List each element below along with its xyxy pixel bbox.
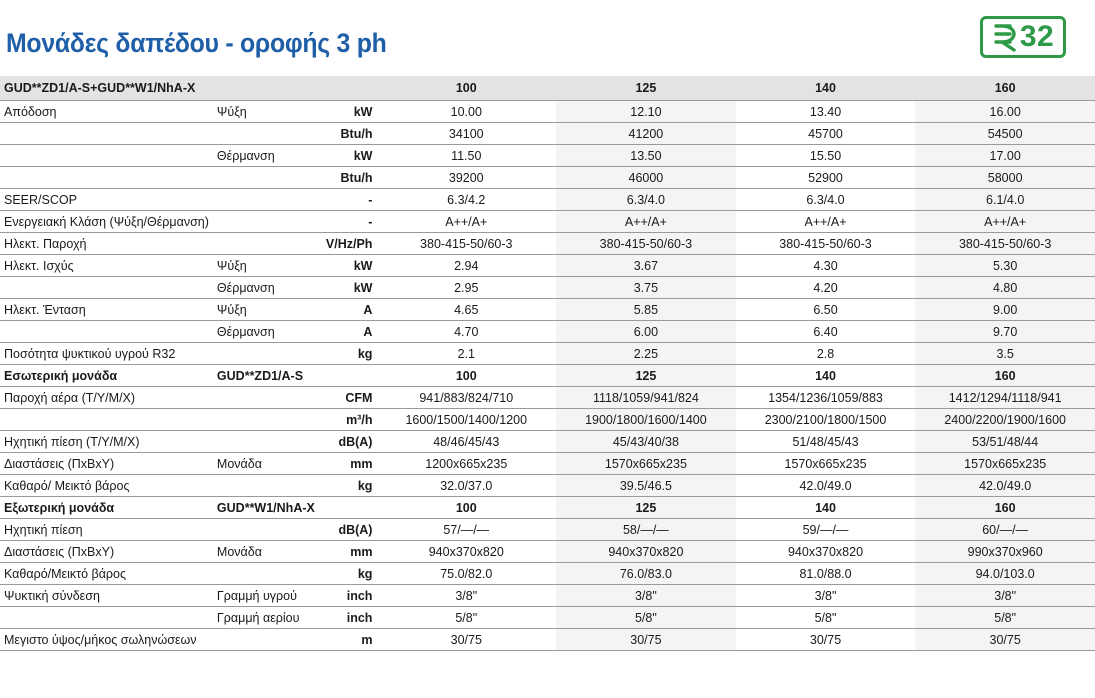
- row-unit: dB(A): [322, 519, 377, 541]
- cell-value: 48/46/45/43: [376, 431, 556, 453]
- table-row: [0, 607, 1095, 629]
- cell-value: 1600/1500/1400/1200: [376, 409, 556, 431]
- table-row: [0, 365, 1095, 387]
- row-sublabel: [213, 629, 322, 651]
- cell-value: 4.70: [376, 321, 556, 343]
- row-label: Μεγιστο ύψος/μήκος σωληνώσεων: [0, 629, 213, 651]
- row-label: [0, 167, 213, 189]
- cell-value: 1118/1059/941/824: [556, 387, 736, 409]
- cell-value: 6.40: [736, 321, 916, 343]
- cell-value: 4.80: [915, 277, 1095, 299]
- row-sublabel: [213, 563, 322, 585]
- cell-value: 941/883/824/710: [376, 387, 556, 409]
- cell-value: 12.10: [556, 101, 736, 123]
- table-row: [0, 541, 1095, 563]
- cell-value: 1570x665x235: [556, 453, 736, 475]
- cell-value: 58/—/—: [556, 519, 736, 541]
- cell-value: 76.0/83.0: [556, 563, 736, 585]
- cell-value: 16.00: [915, 101, 1095, 123]
- cell-value: 940x370x820: [736, 541, 916, 563]
- cell-value: A++/A+: [376, 211, 556, 233]
- row-sublabel: Ψύξη: [213, 101, 322, 123]
- cell-value: 57/—/—: [376, 519, 556, 541]
- cell-value: 75.0/82.0: [376, 563, 556, 585]
- row-label: Ηλεκτ. Ισχύς: [0, 255, 213, 277]
- row-unit: Btu/h: [322, 123, 377, 145]
- cell-value: 6.3/4.0: [736, 189, 916, 211]
- row-sublabel: Μονάδα: [213, 541, 322, 563]
- row-sublabel: [213, 387, 322, 409]
- cell-value: 9.70: [915, 321, 1095, 343]
- table-row: [0, 497, 1095, 519]
- cell-value: 160: [915, 497, 1095, 519]
- row-unit: m³/h: [322, 409, 377, 431]
- row-unit: kg: [322, 563, 377, 585]
- row-unit: A: [322, 299, 377, 321]
- table-row: [0, 475, 1095, 497]
- row-unit: [322, 497, 377, 519]
- row-label: Διαστάσεις (ΠxΒxΥ): [0, 453, 213, 475]
- cell-value: 380-415-50/60-3: [736, 233, 916, 255]
- row-sublabel: [213, 409, 322, 431]
- cell-value: 34100: [376, 123, 556, 145]
- cell-value: 380-415-50/60-3: [556, 233, 736, 255]
- page-title: Μονάδες δαπέδου - οροφής 3 ph: [6, 28, 387, 58]
- row-label: Ποσότητα ψυκτικού υγρού R32: [0, 343, 213, 365]
- row-unit: inch: [322, 607, 377, 629]
- cell-value: 940x370x820: [556, 541, 736, 563]
- cell-value: 990x370x960: [915, 541, 1095, 563]
- row-unit: kW: [322, 255, 377, 277]
- row-unit: kW: [322, 145, 377, 167]
- r32-badge: [980, 16, 1066, 58]
- capacity-header: 100: [376, 76, 556, 101]
- cell-value: 15.50: [736, 145, 916, 167]
- table-row: [0, 629, 1095, 651]
- cell-value: 2.95: [376, 277, 556, 299]
- table-row: [0, 233, 1095, 255]
- cell-value: 39.5/46.5: [556, 475, 736, 497]
- cell-value: 5/8": [556, 607, 736, 629]
- cell-value: 140: [736, 497, 916, 519]
- row-label: Ηχητική πίεση: [0, 519, 213, 541]
- cell-value: 39200: [376, 167, 556, 189]
- cell-value: 100: [376, 365, 556, 387]
- cell-value: 2300/2100/1800/1500: [736, 409, 916, 431]
- cell-value: 30/75: [376, 629, 556, 651]
- row-unit: mm: [322, 453, 377, 475]
- table-row: [0, 519, 1095, 541]
- table-row: [0, 145, 1095, 167]
- cell-value: 45/43/40/38: [556, 431, 736, 453]
- cell-value: 5/8": [736, 607, 916, 629]
- cell-value: 160: [915, 365, 1095, 387]
- cell-value: 380-415-50/60-3: [376, 233, 556, 255]
- cell-value: 940x370x820: [376, 541, 556, 563]
- cell-value: 125: [556, 497, 736, 519]
- cell-value: 3.5: [915, 343, 1095, 365]
- row-unit: inch: [322, 585, 377, 607]
- table-row: [0, 343, 1095, 365]
- r32-badge-text: 32: [1019, 20, 1055, 53]
- table-row: [0, 123, 1095, 145]
- row-sublabel: GUD**ZD1/A-S: [213, 365, 322, 387]
- cell-value: 52900: [736, 167, 916, 189]
- row-unit: kg: [322, 475, 377, 497]
- table-row: [0, 167, 1095, 189]
- row-sublabel: [213, 189, 322, 211]
- cell-value: 10.00: [376, 101, 556, 123]
- row-sublabel: Μονάδα: [213, 453, 322, 475]
- row-sublabel: Θέρμανση: [213, 321, 322, 343]
- cell-value: 30/75: [736, 629, 916, 651]
- table-row: [0, 277, 1095, 299]
- row-unit: [322, 365, 377, 387]
- cell-value: 6.00: [556, 321, 736, 343]
- cell-value: 60/—/—: [915, 519, 1095, 541]
- row-sublabel: Θέρμανση: [213, 145, 322, 167]
- cell-value: 4.20: [736, 277, 916, 299]
- row-label: Απόδοση: [0, 101, 213, 123]
- row-sublabel: Θέρμανση: [213, 277, 322, 299]
- row-sublabel: [213, 343, 322, 365]
- cell-value: 3/8": [556, 585, 736, 607]
- cell-value: 5.85: [556, 299, 736, 321]
- row-sublabel: [213, 233, 322, 255]
- r-refrigerant-icon: [992, 22, 1018, 52]
- cell-value: 2400/2200/1900/1600: [915, 409, 1095, 431]
- row-sublabel: [213, 431, 322, 453]
- row-unit: dB(A): [322, 431, 377, 453]
- cell-value: 5/8": [915, 607, 1095, 629]
- spec-table-body: [0, 76, 1095, 651]
- capacity-header: 125: [556, 76, 736, 101]
- cell-value: 1354/1236/1059/883: [736, 387, 916, 409]
- cell-value: A++/A+: [915, 211, 1095, 233]
- row-unit: Btu/h: [322, 167, 377, 189]
- cell-value: 51/48/45/43: [736, 431, 916, 453]
- table-header-row: [0, 76, 1095, 101]
- row-sublabel: Ψύξη: [213, 299, 322, 321]
- cell-value: 6.50: [736, 299, 916, 321]
- cell-value: A++/A+: [556, 211, 736, 233]
- cell-value: 94.0/103.0: [915, 563, 1095, 585]
- row-sublabel: Γραμμή υγρού: [213, 585, 322, 607]
- row-unit: CFM: [322, 387, 377, 409]
- cell-value: 45700: [736, 123, 916, 145]
- row-label: [0, 123, 213, 145]
- row-sublabel: [213, 211, 322, 233]
- row-label: [0, 321, 213, 343]
- cell-value: 5.30: [915, 255, 1095, 277]
- row-label: Ψυκτική σύνδεση: [0, 585, 213, 607]
- cell-value: 13.50: [556, 145, 736, 167]
- row-unit: kW: [322, 277, 377, 299]
- row-label: Εξωτερική μονάδα: [0, 497, 213, 519]
- cell-value: 1570x665x235: [915, 453, 1095, 475]
- row-sublabel: [213, 123, 322, 145]
- cell-value: 17.00: [915, 145, 1095, 167]
- cell-value: 42.0/49.0: [915, 475, 1095, 497]
- row-label: Διαστάσεις (ΠxΒxΥ): [0, 541, 213, 563]
- cell-value: 11.50: [376, 145, 556, 167]
- cell-value: 2.1: [376, 343, 556, 365]
- row-sublabel: [213, 167, 322, 189]
- table-row: [0, 321, 1095, 343]
- row-label: [0, 607, 213, 629]
- cell-value: 380-415-50/60-3: [915, 233, 1095, 255]
- row-unit: A: [322, 321, 377, 343]
- cell-value: 2.94: [376, 255, 556, 277]
- cell-value: 6.3/4.0: [556, 189, 736, 211]
- cell-value: 140: [736, 365, 916, 387]
- row-label: Ηλεκτ. Παροχή: [0, 233, 213, 255]
- cell-value: 1570x665x235: [736, 453, 916, 475]
- cell-value: 46000: [556, 167, 736, 189]
- cell-value: 3/8": [376, 585, 556, 607]
- row-unit: kg: [322, 343, 377, 365]
- row-sublabel: [213, 519, 322, 541]
- cell-value: 2.8: [736, 343, 916, 365]
- cell-value: 54500: [915, 123, 1095, 145]
- cell-value: 4.30: [736, 255, 916, 277]
- cell-value: 30/75: [915, 629, 1095, 651]
- cell-value: 58000: [915, 167, 1095, 189]
- row-label: Ενεργειακή Κλάση (Ψύξη/Θέρμανση): [0, 211, 213, 233]
- row-unit: -: [322, 211, 377, 233]
- cell-value: 6.1/4.0: [915, 189, 1095, 211]
- table-row: [0, 211, 1095, 233]
- table-row: [0, 431, 1095, 453]
- cell-value: 3/8": [736, 585, 916, 607]
- row-label: [0, 145, 213, 167]
- spec-table: [0, 76, 1095, 651]
- row-label: Καθαρό/ Μεικτό βάρος: [0, 475, 213, 497]
- row-label: [0, 409, 213, 431]
- table-row: [0, 585, 1095, 607]
- row-sublabel: Γραμμή αερίου: [213, 607, 322, 629]
- cell-value: 41200: [556, 123, 736, 145]
- row-label: Ηχητική πίεση (Τ/Υ/Μ/Χ): [0, 431, 213, 453]
- cell-value: 1200x665x235: [376, 453, 556, 475]
- cell-value: 2.25: [556, 343, 736, 365]
- table-row: [0, 387, 1095, 409]
- row-label: SEER/SCOP: [0, 189, 213, 211]
- cell-value: 13.40: [736, 101, 916, 123]
- cell-value: A++/A+: [736, 211, 916, 233]
- cell-value: 1412/1294/1118/941: [915, 387, 1095, 409]
- row-label: Εσωτερική μονάδα: [0, 365, 213, 387]
- row-sublabel: GUD**W1/NhA-X: [213, 497, 322, 519]
- cell-value: 3.75: [556, 277, 736, 299]
- capacity-header: 160: [915, 76, 1095, 101]
- cell-value: 59/—/—: [736, 519, 916, 541]
- cell-value: 30/75: [556, 629, 736, 651]
- row-unit: -: [322, 189, 377, 211]
- row-sublabel: Ψύξη: [213, 255, 322, 277]
- table-row: [0, 189, 1095, 211]
- row-label: Καθαρό/Μεικτό βάρος: [0, 563, 213, 585]
- row-label: [0, 277, 213, 299]
- cell-value: 125: [556, 365, 736, 387]
- row-unit: m: [322, 629, 377, 651]
- table-row: [0, 255, 1095, 277]
- cell-value: 4.65: [376, 299, 556, 321]
- cell-value: 53/51/48/44: [915, 431, 1095, 453]
- cell-value: 6.3/4.2: [376, 189, 556, 211]
- cell-value: 3.67: [556, 255, 736, 277]
- cell-value: 1900/1800/1600/1400: [556, 409, 736, 431]
- cell-value: 3/8": [915, 585, 1095, 607]
- cell-value: 81.0/88.0: [736, 563, 916, 585]
- cell-value: 100: [376, 497, 556, 519]
- row-sublabel: [213, 475, 322, 497]
- cell-value: 32.0/37.0: [376, 475, 556, 497]
- table-row: [0, 453, 1095, 475]
- row-unit: mm: [322, 541, 377, 563]
- cell-value: 5/8": [376, 607, 556, 629]
- row-label: Παροχή αέρα (Τ/Υ/Μ/Χ): [0, 387, 213, 409]
- row-unit: V/Hz/Ph: [322, 233, 377, 255]
- cell-value: 9.00: [915, 299, 1095, 321]
- row-unit: kW: [322, 101, 377, 123]
- capacity-header: 140: [736, 76, 916, 101]
- table-row: [0, 563, 1095, 585]
- model-header: GUD**ZD1/A-S+GUD**W1/NhA-X: [0, 76, 376, 101]
- table-row: [0, 299, 1095, 321]
- table-row: [0, 101, 1095, 123]
- row-label: Ηλεκτ. Ένταση: [0, 299, 213, 321]
- table-row: [0, 409, 1095, 431]
- cell-value: 42.0/49.0: [736, 475, 916, 497]
